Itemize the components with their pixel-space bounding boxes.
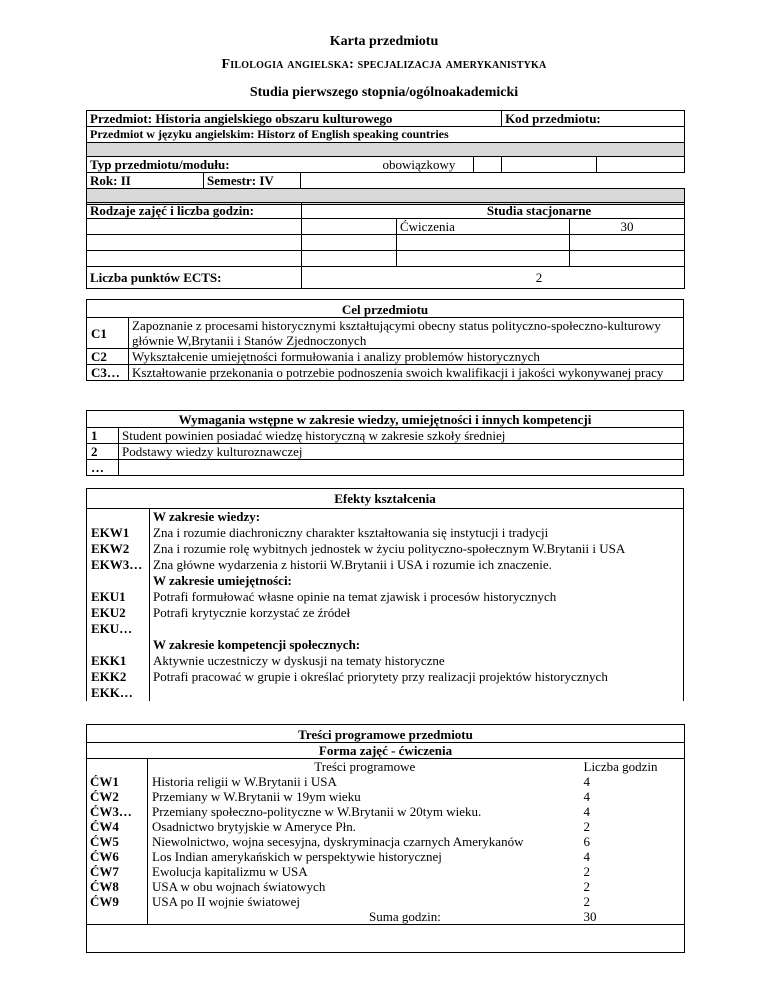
class-hours: 30 [570,219,685,235]
outcome-row-code: EKU2 [87,605,150,621]
outcome-row-text [150,621,684,637]
prerequisite-row-code: 1 [87,428,119,444]
class-type: Ćwiczenia [397,219,570,235]
prerequisites-heading: Wymagania wstępne w zakresie wiedzy, umiejętności i innych kompetencji [87,411,684,428]
exercise-topic: Osadnictwo brytyjskie w Ameryce Płn. [152,819,356,834]
empty-cell [87,909,148,925]
exercise-hours: 2 [583,819,590,834]
outcome-row-text: Zna główne wydarzenia z historii W.Brytanii i USA i rozumie ich znaczenie. [150,557,684,573]
ects-label: Liczba punktów ECTS: [87,267,302,289]
goal-row [87,318,684,349]
outcome-row-code: EKW1 [87,525,150,541]
exercise-code: ĆW4 [90,819,119,834]
exercise-topic: USA po II wojnie światowej [152,894,301,909]
faculty-subtitle [0,57,768,73]
outcome-row-text [150,685,684,701]
social-heading-label: W zakresie kompetencji społecznych: [150,637,684,653]
subject-type-label: Typ przedmiotu/modułu: [87,157,381,173]
document-title: Karta przedmiotu [329,34,439,49]
exercise-code: ĆW1 [90,774,119,789]
sum-value: 30 [582,909,685,925]
outcome-row-code: EKK2 [87,669,150,685]
subject-info-table [86,110,685,205]
goal-row-code: C3… [87,365,129,381]
exercise-topic: Przemiany w W.Brytanii w 19ym wieku [152,789,361,804]
exercise-code: ĆW9 [90,894,119,909]
goal-row-text: Zapoznanie z procesami historycznymi kształtującymi obecny status polityczno-społeczno-kulturowy głównie W,Brytanii i Stanów Zjednoczonych [129,318,684,349]
goal-row-code: C1 [87,318,129,349]
empty-cell [570,235,685,251]
exercise-topic: USA w obu wojnach światowych [152,879,326,894]
sum-label: Suma godzin: [148,909,582,925]
empty-cell [397,235,570,251]
content-form: Forma zajęć - ćwiczenia [87,743,685,759]
outcome-row [87,525,684,541]
exercise-topic: Niewolnictwo, wojna secesyjna, dyskryminacja czarnych Amerykanów [152,834,524,849]
subject-english-name: Przedmiot w języku angielskim: Historz of English speaking countries [87,127,685,143]
empty-cell [87,235,302,251]
outcome-row-text: Potrafi pracować w grupie i określać priorytety przy realizacji projektów historycznych [150,669,684,685]
subject-code-label: Kod przedmiotu: [502,111,685,127]
empty-cell [502,157,597,173]
hours-column-cell [582,759,685,910]
goal-row [87,349,684,365]
hours-column-header: Liczba godzin [583,759,658,774]
content-table [86,724,685,953]
prerequisite-row-code: … [87,460,119,476]
outcome-row [87,605,684,621]
shaded-separator [87,143,685,157]
outcome-row-text: Zna i rozumie diachroniczny charakter kształtowania się instytucji i tradycji [150,525,684,541]
prerequisite-row [87,428,684,444]
exercise-hours: 2 [583,864,590,879]
outcome-row-code: EKW2 [87,541,150,557]
knowledge-heading-label: W zakresie wiedzy: [150,509,684,525]
empty-cell [87,573,150,589]
outcome-row [87,653,684,669]
exercise-hours: 4 [583,849,590,864]
skills-heading-label: W zakresie umiejętności: [150,573,684,589]
outcome-row [87,685,684,701]
goals-heading: Cel przedmiotu [87,300,684,318]
goals-table [86,299,684,381]
exercise-topic: Historia religii w W.Brytanii i USA [152,774,337,789]
exercise-topic: Los Indian amerykańskich w perspektywie historycznej [152,849,442,864]
exercise-hours: 2 [583,879,590,894]
exercise-hours: 4 [583,804,590,819]
exercise-hours: 6 [583,834,590,849]
studies-label: Studia stacjonarne [302,203,685,219]
exercise-code: ĆW3… [90,804,132,819]
exercise-code: ĆW8 [90,879,119,894]
subject-type-value: obowiązkowy [381,157,474,173]
code-column-cell [87,759,148,910]
outcome-row-text: Aktywnie uczestniczy w dyskusji na tematy historyczne [150,653,684,669]
prerequisite-row-text [119,460,684,476]
goal-row [87,365,684,381]
skills-heading [87,573,684,589]
outcomes-table [86,488,684,701]
outcome-row-code: EKU1 [87,589,150,605]
outcome-row-code: EKU… [87,621,150,637]
prerequisite-row-text: Student powinien posiadać wiedzę historyczną w zakresie szkoły średniej [119,428,684,444]
exercise-code: ĆW2 [90,789,119,804]
exercise-code: ĆW6 [90,849,119,864]
classes-table [86,202,685,289]
empty-cell [302,235,397,251]
outcome-row-text: Zna i rozumie rolę wybitnych jednostek w życiu polityczno-społecznym W.Brytanii i USA [150,541,684,557]
faculty-text: Filologia angielska: specjalizacja amerykanistyka [221,57,547,72]
empty-footer-row [87,925,685,953]
outcome-row [87,557,684,573]
prerequisite-row [87,444,684,460]
empty-cell [474,157,502,173]
content-column-cell [148,759,582,910]
prerequisite-row-text: Podstawy wiedzy kulturoznawczej [119,444,684,460]
empty-cell [302,251,397,267]
prerequisite-row-code: 2 [87,444,119,460]
classes-label: Rodzaje zajęć i liczba godzin: [87,203,302,219]
empty-cell [397,251,570,267]
knowledge-heading [87,509,684,525]
exercise-hours: 2 [583,894,590,909]
empty-cell [87,637,150,653]
goal-row-text: Kształtowanie przekonania o potrzebie podnoszenia swoich kwalifikacji i jakości wykonywanej pracy [129,365,684,381]
outcome-row [87,669,684,685]
empty-cell [87,251,302,267]
goal-row-text: Wykształcenie umiejętności formułowania i analizy problemów historycznych [129,349,684,365]
exercise-hours: 4 [583,789,590,804]
outcomes-heading: Efekty kształcenia [87,489,684,509]
prerequisite-row [87,460,684,476]
empty-cell [302,219,397,235]
outcome-row [87,541,684,557]
exercise-code: ĆW5 [90,834,119,849]
prerequisites-table [86,410,684,476]
content-heading: Treści programowe przedmiotu [87,725,685,743]
outcome-row-text: Potrafi krytycznie korzystać ze źródeł [150,605,684,621]
study-level: Studia pierwszego stopnia/ogólnoakademicki [249,85,519,100]
outcome-row [87,589,684,605]
empty-cell [87,219,302,235]
outcome-row [87,621,684,637]
empty-cell [570,251,685,267]
goal-row-code: C2 [87,349,129,365]
year-label: Rok: II [87,173,204,189]
ects-value: 2 [302,267,685,289]
exercise-topic: Ewolucja kapitalizmu w USA [152,864,308,879]
social-heading [87,637,684,653]
empty-cell [87,509,150,525]
empty-cell [597,157,685,173]
subject-name: Przedmiot: Historia angielskiego obszaru kulturowego [87,111,502,127]
exercise-code: ĆW7 [90,864,119,879]
exercise-hours: 4 [583,774,590,789]
outcome-row-code: EKK1 [87,653,150,669]
outcome-row-code: EKK… [87,685,150,701]
outcome-row-text: Potrafi formułować własne opinie na temat zjawisk i procesów historycznych [150,589,684,605]
exercise-topic: Przemiany społeczno-polityczne w W.Brytanii w 20tym wieku. [152,804,482,819]
empty-cell [301,173,685,189]
semester-label: Semestr: IV [204,173,301,189]
content-column-header: Treści programowe [314,759,416,774]
outcome-row-code: EKW3… [87,557,150,573]
